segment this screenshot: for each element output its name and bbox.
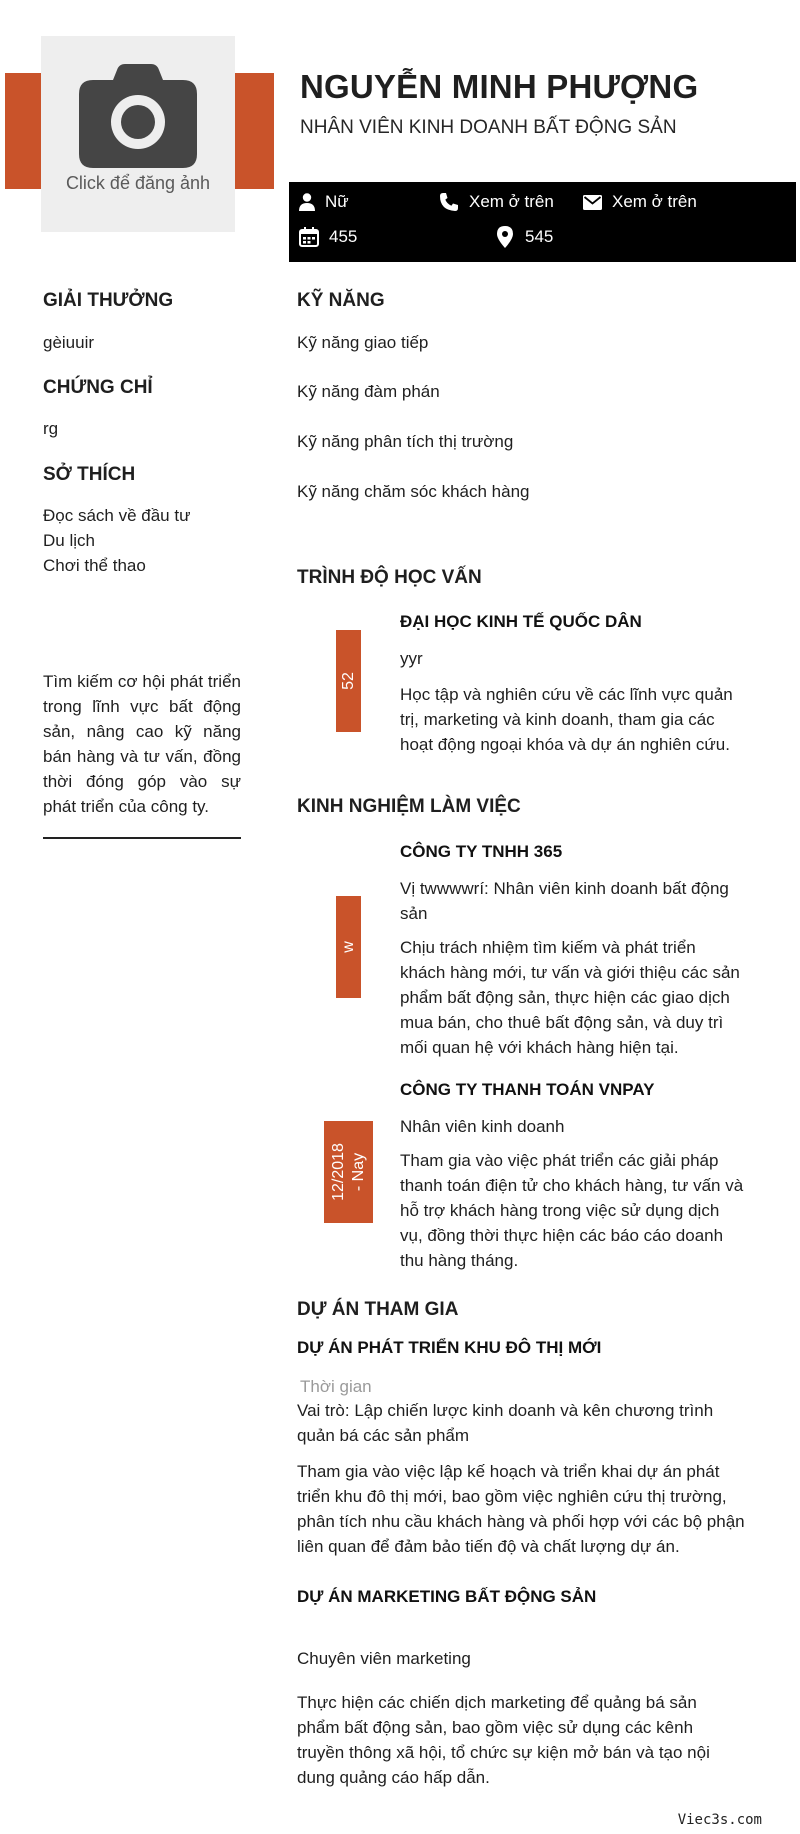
experience-time[interactable]: 12/2018 - Nay bbox=[329, 1143, 367, 1201]
projects-heading: DỰ ÁN THAM GIA bbox=[297, 1299, 459, 1320]
experience-time-tag bbox=[324, 1121, 373, 1223]
education-time[interactable]: 52 bbox=[339, 672, 357, 690]
person-icon bbox=[299, 193, 315, 211]
hobby-item[interactable]: Du lịch bbox=[43, 531, 95, 550]
experience-position[interactable]: Nhân viên kinh doanh bbox=[400, 1117, 565, 1136]
gender-value[interactable]: Nữ bbox=[325, 192, 349, 211]
email-value[interactable]: Xem ở trên bbox=[612, 192, 697, 211]
photo-upload[interactable] bbox=[41, 36, 235, 232]
hobby-item[interactable]: Chơi thể thao bbox=[43, 556, 146, 575]
project-role[interactable]: Chuyên viên marketing bbox=[297, 1649, 471, 1668]
contact-bar bbox=[289, 182, 796, 262]
skill-item[interactable]: Kỹ năng phân tích thị trường bbox=[297, 432, 514, 451]
project-name[interactable]: DỰ ÁN MARKETING BẤT ĐỘNG SẢN bbox=[297, 1587, 597, 1606]
phone-icon bbox=[439, 192, 459, 212]
project-description[interactable]: Thực hiện các chiến dịch marketing để quảng bá sản phẩm bất động sản, bao gồm việc sử dụng các kênh truyền thông xã hội, tổ chức sự kiện mở bán và tạo nội dung quảng cáo hấp dẫn. bbox=[297, 1693, 710, 1787]
project-role[interactable]: Vai trò: Lập chiến lược kinh doanh và kên chương trình quản bá các sản phẩm bbox=[297, 1401, 714, 1445]
birthday-value[interactable]: 455 bbox=[329, 227, 358, 246]
experience-time[interactable]: w bbox=[339, 941, 357, 953]
skills-heading: KỸ NĂNG bbox=[297, 290, 385, 311]
phone-value[interactable]: Xem ở trên bbox=[469, 192, 554, 211]
divider bbox=[43, 837, 241, 839]
email-info bbox=[583, 192, 697, 212]
photo-caption: Click để đăng ảnh bbox=[65, 173, 211, 193]
experience-time-tag bbox=[336, 896, 361, 998]
gender-info bbox=[299, 192, 349, 212]
project-name[interactable]: DỰ ÁN PHÁT TRIỂN KHU ĐÔ THỊ MỚI bbox=[297, 1338, 602, 1357]
certificates-text[interactable]: rg bbox=[43, 419, 59, 438]
certificates-heading: CHỨNG CHỈ bbox=[43, 377, 153, 398]
skill-item[interactable]: Kỹ năng giao tiếp bbox=[297, 333, 429, 352]
skill-item[interactable]: Kỹ năng chăm sóc khách hàng bbox=[297, 482, 530, 501]
envelope-icon bbox=[583, 195, 602, 210]
phone-info bbox=[439, 192, 554, 212]
header-accent-right bbox=[235, 73, 274, 189]
education-school[interactable]: ĐẠI HỌC KINH TẾ QUỐC DÂN bbox=[400, 612, 642, 631]
footer-watermark: Viec3s.com bbox=[677, 1812, 762, 1828]
job-title[interactable]: NHÂN VIÊN KINH DOANH BẤT ĐỘNG SẢN bbox=[300, 117, 677, 138]
header-accent-left bbox=[5, 73, 41, 189]
education-heading: TRÌNH ĐỘ HỌC VẤN bbox=[297, 567, 482, 588]
awards-heading: GIẢI THƯỞNG bbox=[43, 290, 174, 311]
experience-heading: KINH NGHIỆM LÀM VIỆC bbox=[297, 796, 521, 817]
birthday-info bbox=[299, 227, 357, 247]
experience-position[interactable]: Vị twwwwrí: Nhân viên kinh doanh bất động sản bbox=[400, 879, 729, 923]
experience-description[interactable]: Chịu trách nhiệm tìm kiếm và phát triển khách hàng mới, tư vấn và giới thiệu các sản phẩm bất động sản, thực hiện các giao dịch mua bán, cho thuê bất động sản, và duy trì mối quan hệ với khách hàng hiện tại. bbox=[400, 938, 740, 1057]
calendar-icon bbox=[299, 227, 319, 247]
career-objective[interactable]: Tìm kiếm cơ hội phát triển trong lĩnh vực bất động sản, nâng cao kỹ năng bán hàng và tư vấn, đồng thời đóng góp vào sự phát triển của công ty. bbox=[43, 672, 241, 816]
education-major[interactable]: yyr bbox=[400, 649, 423, 668]
education-description[interactable]: Học tập và nghiên cứu về các lĩnh vực quản trị, marketing và kinh doanh, tham gia các hoạt động ngoại khóa và dự án nghiên cứu. bbox=[400, 685, 733, 754]
project-description[interactable]: Tham gia vào việc lập kế hoạch và triển khai dự án phát triển khu đô thị mới, bao gồm việc nghiên cứu thị trường, phân tích nhu cầu khách hàng và phối hợp với các bộ phận liên quan để đảm bảo tiến độ và chất lượng dự án. bbox=[297, 1462, 745, 1556]
address-info bbox=[497, 226, 553, 248]
camera-icon bbox=[79, 64, 197, 168]
project-time[interactable]: Thời gian bbox=[300, 1377, 372, 1396]
location-pin-icon bbox=[497, 226, 513, 248]
skill-item[interactable]: Kỹ năng đàm phán bbox=[297, 382, 440, 401]
candidate-name[interactable]: NGUYỄN MINH PHƯỢNG bbox=[300, 68, 699, 105]
address-value[interactable]: 545 bbox=[525, 227, 554, 246]
experience-company[interactable]: CÔNG TY TNHH 365 bbox=[400, 842, 563, 861]
hobby-item[interactable]: Đọc sách về đầu tư bbox=[43, 506, 191, 525]
awards-text[interactable]: gèiuuir bbox=[43, 333, 95, 352]
education-time-tag bbox=[336, 630, 361, 732]
experience-company[interactable]: CÔNG TY THANH TOÁN VNPAY bbox=[400, 1080, 655, 1099]
hobbies-heading: SỞ THÍCH bbox=[43, 464, 136, 485]
experience-description[interactable]: Tham gia vào việc phát triển các giải pháp thanh toán điện tử cho khách hàng, tư vấn và hỗ trợ khách hàng trong việc sử dụng dịch vụ, đồng thời thực hiện các báo cáo doanh thu hàng tháng. bbox=[400, 1151, 744, 1270]
